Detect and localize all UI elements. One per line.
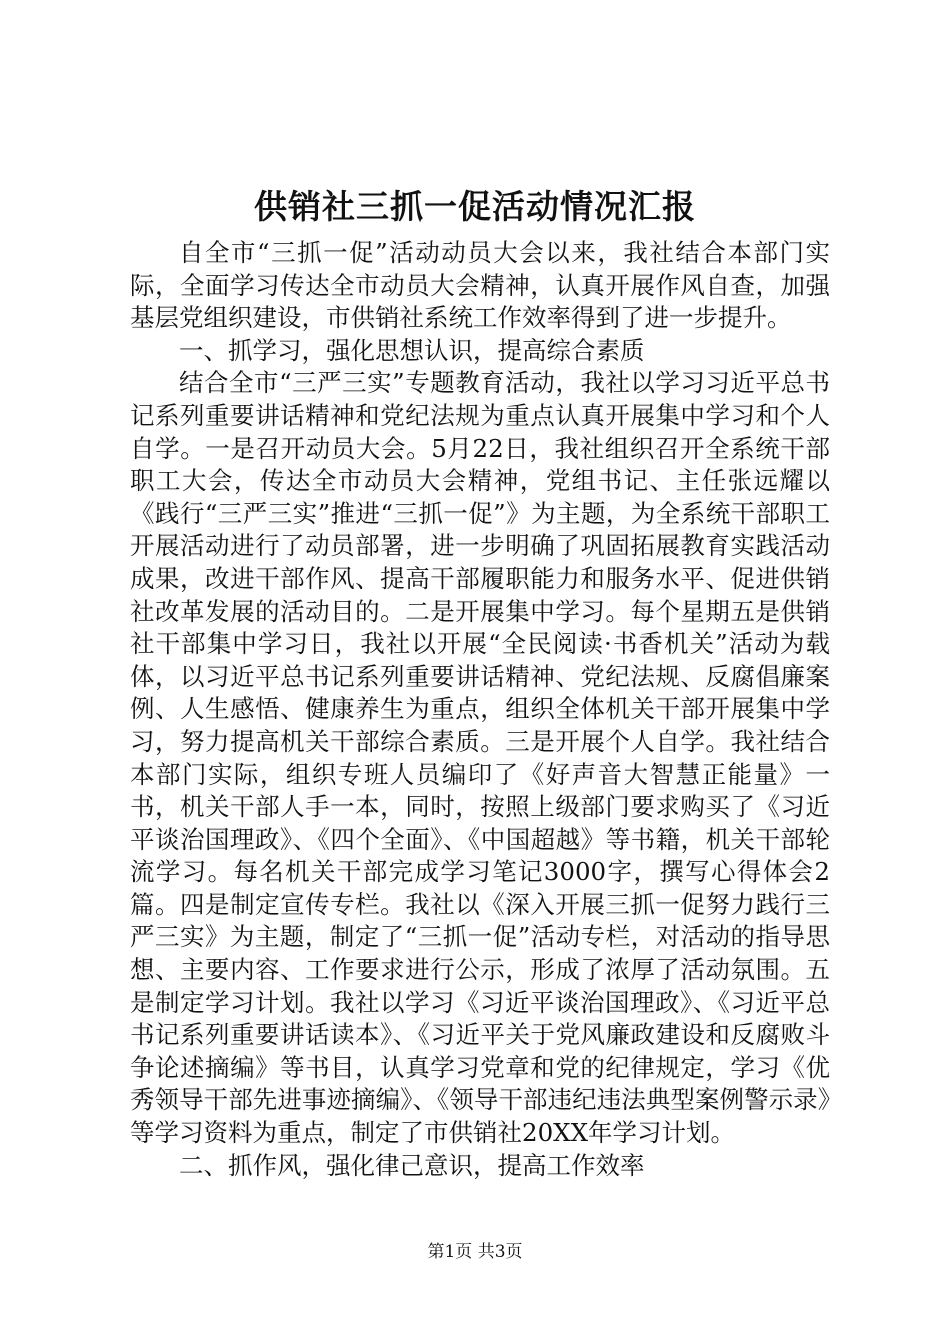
- section-heading-2: 二、抓作风，强化律己意识，提高工作效率: [179, 1150, 645, 1180]
- intro-paragraph: 自全市“三抓一促”活动动员大会以来，我社结合本部门实际，全面学习传达全市动员大会精神，认真开展作风自查，加强基层党组织建设，市供销社系统工作效率得到了进一步提升。: [130, 238, 830, 333]
- document-body: [130, 237, 830, 1182]
- page-number-footer: 第1页 共3页: [427, 1242, 523, 1262]
- document-title: 供销社三抓一促活动情况汇报: [254, 187, 696, 226]
- section-heading-1: 一、抓学习，强化思想认识，提高综合素质: [179, 335, 645, 365]
- section-1-paragraph: 结合全市“三严三实”专题教育活动，我社以学习习近平总书记系列重要讲话精神和党纪法规为重点认真开展集中学习和个人自学。一是召开动员大会。5月22日，我社组织召开全系统干部职工大会，传达全市动员大会精神，党组书记、主任张远耀以《践行“三严三实”推进“三抓一促”》为主题，为全系统干部职工开展活动进行了动员部署，进一步明确了巩固拓展教育实践活动成果，改进干部作风、提高干部履职能力和服务水平、促进供销社改革发展的活动目的。二是开展集中学习。每个星期五是供销社干部集中学习日，我社以开展“全民阅读·书香机关”活动为载体，以习近平总书记系列重要讲话精神、党纪法规、反腐倡廉案例、人生感悟、健康养生为重点，组织全体机关干部开展集中学习，努力提高机关干部综合素质。三是开展个人自学。我社结合本部门实际，组织专班人员编印了《好声音大智慧正能量》一书，机关干部人手一本，同时，按照上级部门要求购买了《习近平谈治国理政》、《四个全面》、《中国超越》等书籍，机关干部轮流学习。每名机关干部完成学习笔记3000字，撰写心得体会2篇。四是制定宣传专栏。我社以《深入开展三抓一促努力践行三严三实》为主题，制定了“三抓一促”活动专栏，对活动的指导思想、主要内容、工作要求进行公示，形成了浓厚了活动氛围。五是制定学习计划。我社以学习《习近平谈治国理政》、《习近平总书记系列重要讲话读本》、《习近平关于党风廉政建设和反腐败斗争论述摘编》等书目，认真学习党章和党的纪律规定，学习《优秀领导干部先进事迹摘编》、《领导干部违纪违法典型案例警示录》等学习资料为重点，制定了市供销社20XX年学习计划。: [130, 368, 830, 1148]
